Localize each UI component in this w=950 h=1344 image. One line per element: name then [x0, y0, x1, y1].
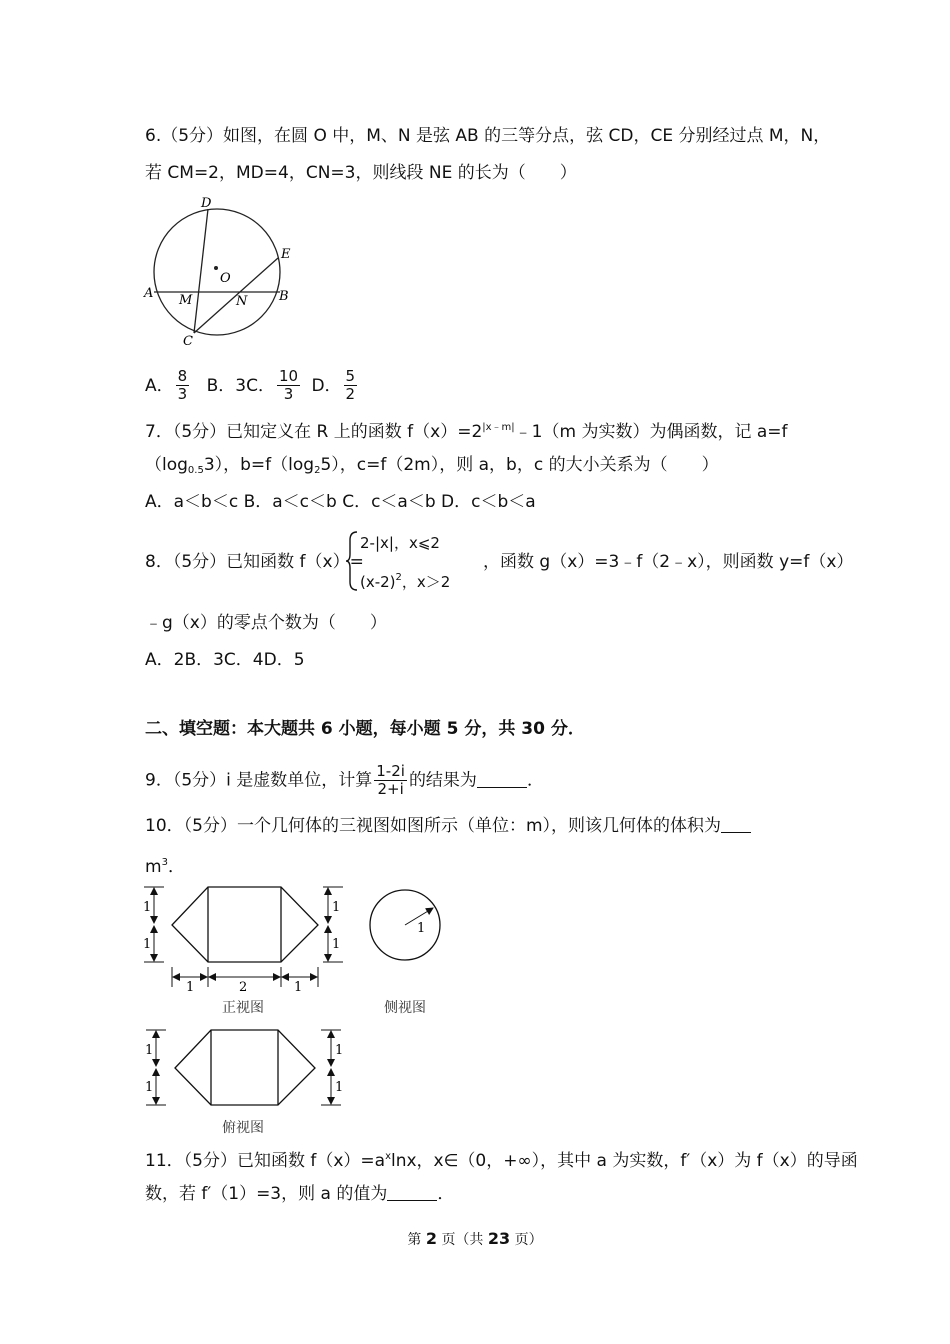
caption-front-view: 正视图 — [222, 1000, 264, 1016]
q6-option-a: A． $\frac{8}{3}$ — [145, 367, 188, 403]
label-n: N — [236, 294, 248, 309]
circle-o — [154, 209, 280, 335]
q9-answer-blank[interactable] — [477, 771, 527, 788]
label-m: M — [179, 293, 193, 308]
q11-line-1: 11．（5分）已知函数 $f(x)=a^x\ln x$，x∈（0，+∞），其中 a 为实数，f′（x）为 f（x）的导函 — [145, 1151, 858, 1171]
label-d: D — [201, 196, 212, 211]
dim-top-left-2: 1 — [145, 1080, 154, 1095]
q9-line: 9．（5分）i 是虚数单位，计算 $\frac{1-2i}{2+i}$ 的结果为 ． — [145, 762, 544, 798]
page-total: 23 — [487, 1229, 511, 1248]
dim-front-left-2: 1 — [143, 937, 152, 952]
dim-top-right-1: 1 — [335, 1043, 344, 1058]
q6-options — [145, 368, 359, 403]
side-view — [370, 890, 440, 1016]
label-c: C — [183, 334, 193, 349]
dim-front-bottom-2: 2 — [239, 980, 248, 995]
dim-front-bottom-1: 1 — [186, 980, 195, 995]
dim-top-right-2: 1 — [335, 1080, 344, 1095]
dim-front-right-1: 1 — [332, 900, 341, 915]
center-point — [214, 266, 218, 270]
dim-front-right-2: 1 — [332, 937, 341, 952]
section-2-title: 二、填空题：本大题共 6 小题，每小题 5 分，共 30 分． — [145, 719, 585, 739]
q10-answer-blank[interactable] — [721, 816, 751, 833]
q10-line-2: $m^3$． — [145, 857, 185, 877]
dim-front-bottom-3: 1 — [294, 980, 303, 995]
q11-line-2: 数，若 f′（1）=3，则 a 的值为 ． — [145, 1184, 455, 1204]
top-view — [145, 1030, 343, 1136]
label-b: B — [279, 289, 289, 304]
q11-answer-blank[interactable] — [387, 1184, 437, 1201]
q8-case-2: $(x-2)^2$，x＞2 — [360, 572, 451, 591]
q6-circle-figure — [140, 190, 310, 350]
chord-cd — [194, 209, 208, 333]
q8-line-2: ﹣g（x）的零点个数为（ ） — [145, 613, 387, 633]
q6-option-b: B．3 — [206, 375, 247, 396]
q8-case-1: 2-|x|，x⩽2 — [360, 534, 440, 552]
caption-side-view: 侧视图 — [384, 1000, 426, 1016]
q10-line-1: 10．（5分）一个几何体的三视图如图所示（单位：m），则该几何体的体积为 — [145, 815, 751, 837]
label-a: A — [144, 286, 154, 301]
q6-line-1: 6.（5分）如图，在圆 O 中，M、N 是弦 AB 的三等分点，弦 CD，CE 分别经过点 M，N， — [145, 126, 831, 146]
label-e: E — [281, 247, 291, 262]
q7-options: A．a＜b＜c B．a＜c＜b C．c＜a＜b D．c＜b＜a — [145, 492, 536, 512]
q6-option-c: C． $\frac{10}{3}$ — [246, 367, 299, 403]
dim-front-left-1: 1 — [143, 900, 152, 915]
q7-line-1: 7．（5分）已知定义在 R 上的函数 $f(x)=2^{|x﹣m|}﹣1(m$ 为实数）为偶函数，记 a=f — [145, 422, 788, 442]
front-view — [143, 887, 343, 1016]
q10-three-view-figure — [138, 880, 458, 1140]
q6-line-2: 若 CM=2，MD=4，CN=3，则线段 NE 的长为（ ） — [145, 163, 577, 183]
caption-top-view: 俯视图 — [222, 1120, 264, 1136]
q8-brace — [345, 530, 359, 592]
q7-line-2: $(\log_{0.5}3)$，$b=f(\log_25)$，c=f（2m），则 a，b，c 的大小关系为（ ） — [145, 455, 719, 476]
q8-prefix: 8．（5分）已知函数 f（x）= — [145, 552, 364, 572]
q8-options: A．2B．3C．4D．5 — [145, 650, 305, 670]
page-number: 2 — [425, 1229, 437, 1248]
dim-side-radius: 1 — [417, 921, 426, 936]
dim-top-left-1: 1 — [145, 1043, 154, 1058]
q6-option-d: D． $\frac{5}{2}$ — [311, 367, 356, 403]
q8-suffix: ，函数 g（x）=3﹣f（2﹣x），则函数 y=f（x） — [483, 552, 854, 572]
label-o: O — [220, 271, 231, 286]
page-footer: 第 2 页（共 23 页） — [407, 1229, 543, 1248]
